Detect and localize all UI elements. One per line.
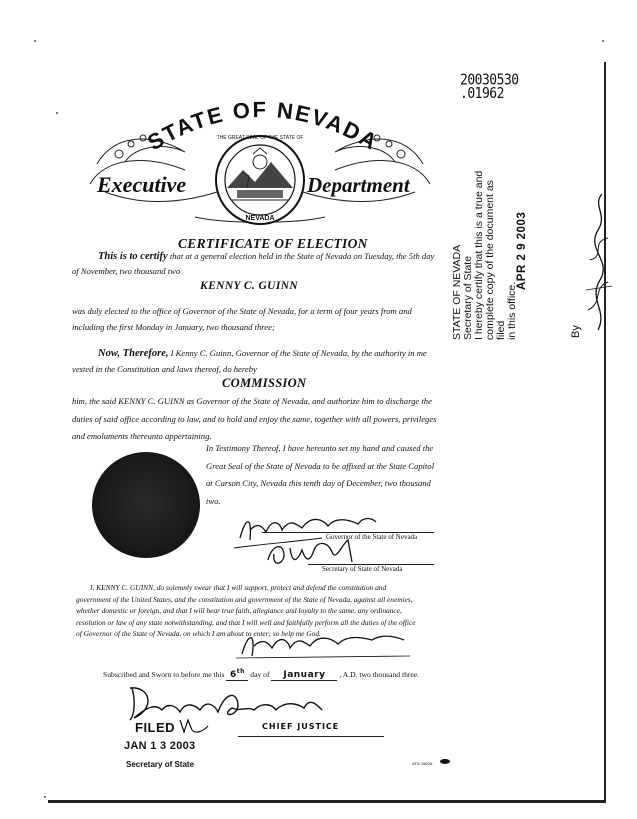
- sworn-suffix: , A.D. two thousand three.: [339, 670, 420, 679]
- therefore-line1: I Kenny C. Guinn, Governor of the State of Nevada, by the authority in me: [170, 348, 427, 358]
- sworn-day-suffix: th: [236, 668, 245, 675]
- great-seal-icon: [216, 136, 304, 224]
- secretary-label: Secretary of State of Nevada: [322, 565, 403, 573]
- filing-stamp-signature: [578, 190, 618, 340]
- scan-speck: [34, 40, 36, 42]
- governor-label: Governor of the State of Nevada: [326, 533, 418, 541]
- sworn-day-label: day of: [250, 670, 270, 679]
- oath-line: resolution or law of any state notwithstanding, and that I will well and faithfully perform all the duties of the office: [76, 617, 416, 627]
- seal-bottom-text: NEVADA: [245, 215, 275, 222]
- elected-line1: was duly elected to the office of Governor of the State of Nevada, for a term of four years from and: [72, 306, 412, 316]
- certify-line1: that at a general election held in the State of Nevada on Tuesday, the 5th day: [169, 251, 435, 261]
- filing-stamp-text: [452, 170, 518, 340]
- testimony-line: Great Seal of the State of Nevada to be affixed at the State Capitol: [206, 460, 435, 471]
- scan-speck: [602, 40, 604, 42]
- oath-line: government of the United States, and the constitution and government of the State of Nevada, against all enemies,: [76, 594, 413, 604]
- filed-stamp-label: FILED: [135, 720, 176, 735]
- file-number: [460, 71, 519, 103]
- sworn-day-value: 6: [229, 670, 237, 680]
- sworn-day: [226, 668, 248, 681]
- testimony-line: at Carson City, Nevada this tenth day of December, two thousand: [206, 478, 431, 488]
- stamp-line: I hereby certify that this is a true and: [473, 170, 485, 340]
- form-code: ATK-1960A: [412, 761, 433, 766]
- embossed-seal: [92, 452, 200, 558]
- scan-speck: [44, 796, 46, 798]
- oath-signature: [234, 626, 414, 662]
- commission-title: COMMISSION: [222, 376, 307, 390]
- chief-justice-label: CHIEF JUSTICE: [262, 722, 340, 731]
- testimony-line: two.: [206, 495, 221, 506]
- sworn-line: [103, 668, 419, 681]
- state-header-emblem: [85, 92, 435, 227]
- chief-justice-line: [238, 736, 384, 737]
- file-number-line2: .01962: [460, 85, 504, 103]
- testimony-paragraph: [206, 440, 434, 510]
- certificate-title: CERTIFICATE OF ELECTION: [178, 236, 368, 251]
- executive-word: Executive: [97, 172, 187, 197]
- state-title-arch: STATE OF NEVADA: [143, 96, 383, 156]
- page-border-bottom: [48, 800, 606, 803]
- commission-line2: duties of said office according to law, and to hold and enjoy the same, together with all powers, privileges: [72, 414, 437, 424]
- therefore-lead: Now, Therefore,: [98, 348, 169, 359]
- department-word: Department: [307, 173, 410, 197]
- oath-line: of Governor of the State of Nevada, on which I am about to enter; so help me God.: [76, 629, 321, 638]
- testimony-line: In Testimony Thereof, I have hereunto set my hand and caused the: [206, 443, 434, 453]
- commission-line3: and emoluments thereunto appertaining.: [72, 431, 212, 441]
- stamp-line: in this office.: [506, 281, 518, 340]
- stamp-line: STATE OF NEVADA: [451, 244, 463, 340]
- filing-stamp: [451, 170, 612, 350]
- seal-ring-text: THE GREAT SEAL OF THE STATE OF: [216, 135, 304, 141]
- oath-line: I, KENNY C. GUINN, do solemnly swear that I will support, protect and defend the constitution and: [90, 583, 387, 592]
- elected-line2: including the first Monday in January, two thousand three;: [72, 322, 275, 332]
- page-border-right: [604, 62, 606, 802]
- stamp-line: Secretary of State: [462, 255, 474, 340]
- filed-stamp-office: Secretary of State: [126, 760, 195, 769]
- filing-stamp-date: APR 2 9 2003: [516, 211, 528, 290]
- diamond-mark-icon: [440, 759, 450, 764]
- oath-line: whether domestic or foreign, and that I will bear true faith, allegiance and loyalty to the same, any ordinance,: [76, 606, 402, 615]
- certify-line2: of November, two thousand two: [72, 266, 181, 276]
- stamp-line: complete copy of the document as filed: [484, 180, 507, 340]
- commission-line1: him, the said KENNY C. GUINN as Governor of the State of Nevada, and authorize him to discharge the: [72, 396, 432, 406]
- filed-initials: [178, 716, 212, 736]
- certify-lead: This is to certify: [98, 251, 168, 262]
- sworn-month: January: [271, 670, 337, 681]
- file-number-line1: 20030530: [460, 71, 519, 89]
- filed-stamp-date: JAN 1 3 2003: [124, 740, 196, 752]
- therefore-line2: vested in the Constitution and laws thereof, do hereby: [72, 364, 257, 374]
- therefore-paragraph: [98, 345, 427, 362]
- elected-name: KENNY C. GUINN: [200, 280, 299, 292]
- filing-stamp-by: By: [570, 325, 582, 338]
- sworn-prefix: Subscribed and Sworn to before me this: [103, 670, 225, 679]
- scan-speck: [56, 112, 58, 114]
